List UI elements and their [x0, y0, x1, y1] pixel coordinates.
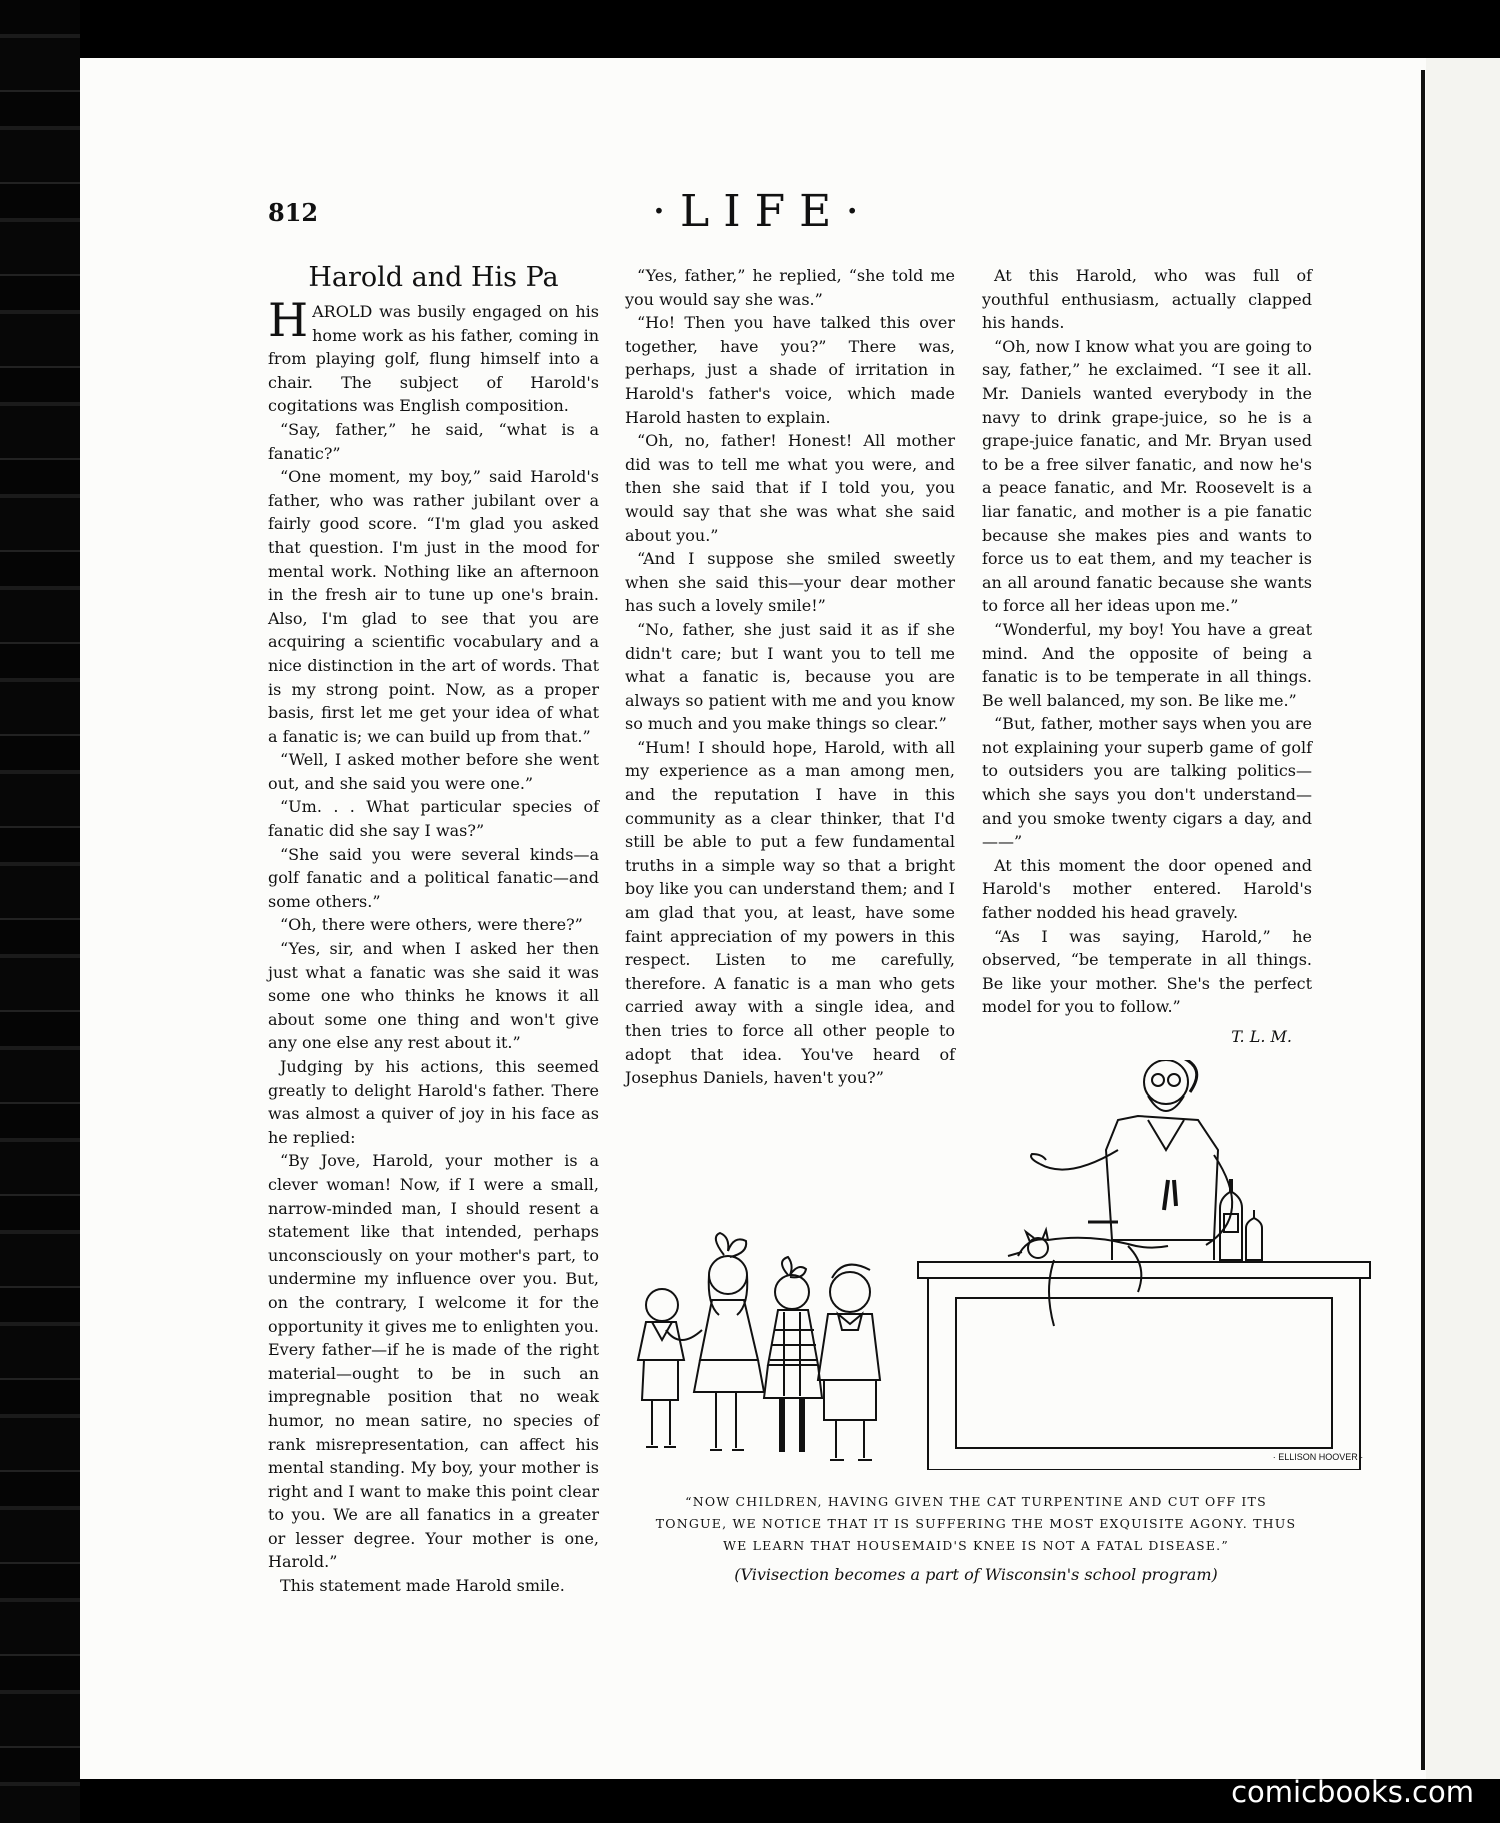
cartoon-caption-line: TONGUE, WE NOTICE THAT IT IS SUFFERING THE MOST EXQUISITE AGONY. THUS	[655, 1516, 1297, 1531]
author-signature: T. L. M.	[1231, 1027, 1292, 1046]
dissection-table-icon	[918, 1262, 1370, 1470]
paragraph: “By Jove, Harold, your mother is a clever woman! Now, if I were a small, narrow-minded man, I should resent a statement like that intended, perhaps unconsciously on your mother's part, to undermine my influence over you. But, on the contrary, I welcome it for the opportunity it gives me to enlighten you. Every father—if he is made of the right material—ought to be in such an impregnable position that no weak humor, no mean satire, no species of rank misrepresentation, can affect his mental standing. My boy, your mother is right and I want to make this point clear to you. We are all fanatics in a greater or lesser degree. Your mother is one, Harold.”	[268, 1151, 599, 1572]
paragraph: “One moment, my boy,” said Harold's father, who was rather jubilant over a fairly good score. “I'm glad you asked that question. I'm just in the mood for mental work. Nothing like an afternoon in the fresh air to tune up one's brain. Also, I'm glad to see that you are acquiring a scientific vocabulary and a nice distinction in the art of words. That is my strong point. Now, as a proper basis, first let me get your idea of what a fanatic is; we can build up from that.”	[268, 467, 599, 746]
paragraph: “Wonderful, my boy! You have a great mind. And the opposite of being a fanatic is to be temperate in all things. Be well balanced, my son. Be like me.”	[982, 619, 1312, 710]
paragraph: “Hum! I should hope, Harold, with all my experience as a man among men, and the reputation I have in this community as a clear thinker, that I'd still be able to put a few fundamental truths in a simple way so that a bright boy like you can understand them; and I am glad that you, at least, have some faint appreciation of my powers in this respect. Listen to me carefully, therefore. A fanatic is a man who gets carried away with a single idea, and then tries to force all other people to adopt that idea. You've heard of Josephus Daniels, haven't you?”	[625, 737, 955, 1088]
article-column-2	[625, 264, 955, 1090]
page-number: 812	[268, 198, 319, 227]
paragraph: “No, father, she just said it as if she didn't care; but I want you to tell me what a fanatic is, because you are always so patient with me and you know so much and you make things so clear.”	[625, 619, 955, 734]
paragraph: “Oh, now I know what you are going to say, father,” he exclaimed. “I see it all. Mr. Daniels wanted everybody in the navy to drink grape-juice, so he is a grape-juice fanatic, and Mr. Bryan used to be a free silver fanatic, and now he's a peace fanatic, and Mr. Roosevelt is a liar fanatic, and mother is a pie fanatic because she makes pies and wants to force us to eat them, and my teacher is an all around fanatic because she wants to force all her ideas upon me.”	[982, 336, 1312, 616]
page-gutter	[1421, 70, 1425, 1770]
cartoon-caption-line: “NOW CHILDREN, HAVING GIVEN THE CAT TURPENTINE AND CUT OFF ITS	[685, 1494, 1267, 1509]
article-column-1	[268, 293, 599, 1598]
paragraph: “She said you were several kinds—a golf fanatic and a political fanatic—and some others.”	[268, 844, 599, 911]
cartoon-caption-line: WE LEARN THAT HOUSEMAID'S KNEE IS NOT A FATAL DISEASE.”	[723, 1538, 1229, 1553]
paragraph: “As I was saying, Harold,” he observed, “be temperate in all things. Be like your mother. She's the perfect model for you to follow.”	[982, 926, 1312, 1017]
paragraph: “Oh, no, father! Honest! All mother did was to tell me what you were, and then she said that if I told you, you would say that she was what she said about you.”	[625, 431, 955, 545]
article-title: Harold and His Pa	[308, 262, 559, 293]
artist-signature: · ELLISON HOOVER ·	[1272, 1452, 1364, 1462]
paragraph: This statement made Harold smile.	[280, 1576, 565, 1596]
paragraph: At this Harold, who was full of youthful enthusiasm, actually clapped his hands.	[982, 266, 1312, 333]
paragraph: “Well, I asked mother before she went out, and she said you were one.”	[268, 750, 599, 793]
child-boy-icon	[818, 1265, 880, 1460]
masthead: ·LIFE·	[652, 186, 874, 237]
paragraph: “Oh, there were others, were there?”	[280, 915, 583, 935]
article-column-3	[982, 264, 1312, 1049]
paragraph: “Um. . . What particular species of fanatic did she say I was?”	[268, 797, 599, 841]
paragraph: At this moment the door opened and Harold's mother entered. Harold's father nodded his head gravely.	[982, 855, 1312, 923]
child-girl-plaid-icon	[764, 1257, 822, 1452]
teacher-icon	[1031, 1060, 1232, 1260]
bottle-icon	[1220, 1180, 1262, 1260]
paragraph: “Say, father,” he said, “what is a fanatic?”	[268, 419, 599, 463]
watermark: comicbooks.com	[1231, 1775, 1474, 1809]
child-small-icon	[638, 1289, 684, 1447]
next-page-edge	[1426, 58, 1500, 1779]
paragraph: “Ho! Then you have talked this over together, have you?” There was, perhaps, just a shade of irritation in Harold's father's voice, which made Harold hasten to explain.	[625, 313, 955, 427]
cartoon-subcaption: (Vivisection becomes a part of Wisconsin's school program)	[734, 1565, 1218, 1584]
drop-cap: H	[268, 293, 309, 347]
paragraph: HAROLD was busily engaged on his home work as his father, coming in from playing golf, flung himself into a chair. The subject of Harold's cogitations was English composition.	[268, 293, 599, 416]
paragraph: “But, father, mother says when you are not explaining your superb game of golf to outsiders you are talking politics—which she says you don't understand—and you smoke twenty cigars a day, and——”	[982, 714, 1312, 852]
paragraph: “Yes, father,” he replied, “she told me you would say she was.”	[625, 266, 955, 309]
cartoon-illustration	[618, 1060, 1372, 1470]
paragraph: “Yes, sir, and when I asked her then just what a fanatic was she said it was some one who thinks he knows it all about some one thing and won't give any one else any rest about it.”	[268, 939, 599, 1053]
paragraph: “And I suppose she smiled sweetly when she said this—your dear mother has such a lovely smile!”	[625, 549, 955, 616]
paragraph: Judging by his actions, this seemed greatly to delight Harold's father. There was almost a quiver of joy in his face as he replied:	[268, 1057, 599, 1147]
scan-edge	[0, 0, 80, 1823]
